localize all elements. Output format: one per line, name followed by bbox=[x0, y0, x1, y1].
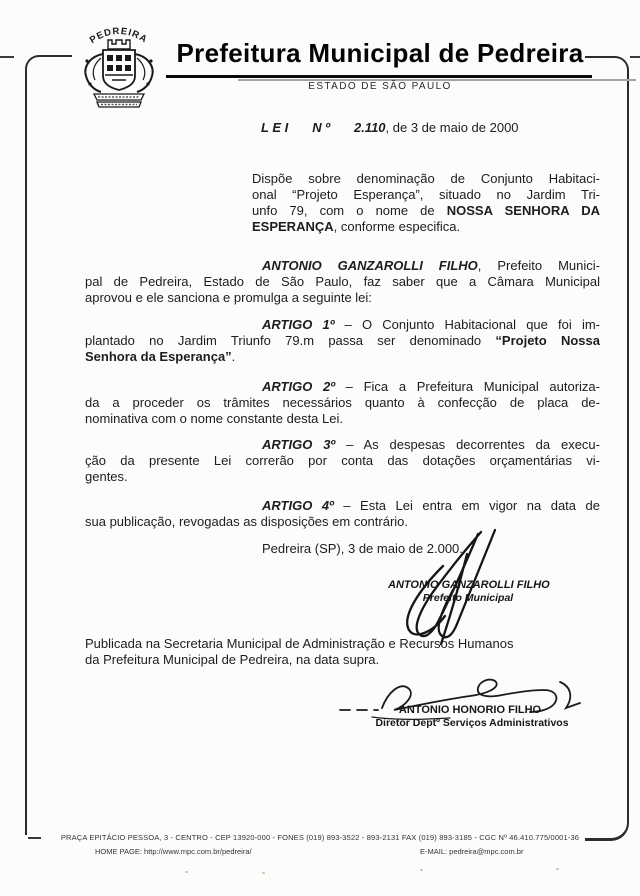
page-border-left bbox=[25, 55, 72, 835]
article-1-paragraph: ARTIGO 1º – O Conjunto Habitacional que foi im- plantado no Jardim Triunfo 79.m passa ser denominado “Projeto Nossa Senhora da Esperança”. bbox=[85, 317, 600, 364]
left-edge-dash bbox=[0, 56, 14, 58]
crest-arc-text: PEDREIRA bbox=[87, 25, 150, 47]
footer-address-line: PRAÇA EPITÁCIO PESSOA, 3 - CENTRO - CEP 13920-000 - FONES (019) 893-3522 - 893-2131 FAX (019) 893-3185 - CGC Nº 46.410.775/0001-36 bbox=[60, 833, 580, 842]
article-3-paragraph: ARTIGO 3º – As despesas decorrentes da execu- ção da presente Lei correrão por conta das dotações orçamentárias vi- gentes. bbox=[85, 437, 600, 484]
article-2-paragraph: ARTIGO 2º – Fica a Prefeitura Municipal autoriza- da a proceder os trâmites necessários quanto à confecção de placa de- nominativa com o nome constante desta Lei. bbox=[85, 379, 600, 426]
ementa-paragraph: Dispõe sobre denominação de Conjunto Habitaci- onal “Projeto Esperança”, situado no Jardim Tri- unfo 79, com o nome de NOSSA SENHORA DA ESPERANÇA, conforme especifica. bbox=[252, 171, 600, 234]
footer-homepage: HOME PAGE: http://www.mpc.com.br/pedreira/ bbox=[95, 847, 252, 856]
law-word-numero: N º bbox=[312, 120, 330, 135]
letterhead-title: Prefeitura Municipal de Pedreira bbox=[176, 38, 584, 68]
right-edge-dash bbox=[630, 56, 640, 58]
municipal-coat-of-arms-icon bbox=[74, 14, 164, 115]
preamble-paragraph: ANTONIO GANZAROLLI FILHO, Prefeito Munici- pal de Pedreira, Estado de São Paulo, faz saber que a Câmara Municipal aprovou e ele sanciona e promulga a seguinte lei: bbox=[85, 258, 600, 305]
law-date: , de 3 de maio de 2000 bbox=[385, 120, 519, 135]
title-underline bbox=[166, 75, 592, 78]
law-heading bbox=[261, 120, 519, 135]
law-number: 2.110 bbox=[353, 120, 386, 135]
mayor-signature-role: Prefeito Municipal bbox=[422, 592, 514, 604]
publication-note-paragraph: Publicada na Secretaria Municipal de Administração e Recursos Humanos da Prefeitura Municipal de Pedreira, na data supra. bbox=[85, 636, 514, 667]
director-signature-role: Diretor Deptº Serviços Administrativos bbox=[375, 717, 569, 729]
scan-speck bbox=[185, 871, 188, 873]
mayor-signature-name: ANTONIO GANZAROLLI FILHO bbox=[388, 579, 550, 591]
scan-speck bbox=[420, 869, 423, 871]
letterhead-subtitle: ESTADO DE SÃO PAULO bbox=[308, 81, 452, 92]
scan-speck bbox=[262, 872, 265, 874]
place-date-line: Pedreira (SP), 3 de maio de 2.000. bbox=[262, 541, 463, 556]
law-word-lei: L E I bbox=[261, 120, 289, 135]
director-signature-name: ANTONIO HONORIO FILHO bbox=[398, 704, 542, 716]
scan-speck bbox=[556, 868, 559, 870]
article-4-paragraph: ARTIGO 4º – Esta Lei entra em vigor na data de sua publicação, revogadas as disposições em contrário. bbox=[85, 498, 600, 529]
footer-email: E-MAIL: pedreira@mpc.com.br bbox=[420, 847, 524, 856]
